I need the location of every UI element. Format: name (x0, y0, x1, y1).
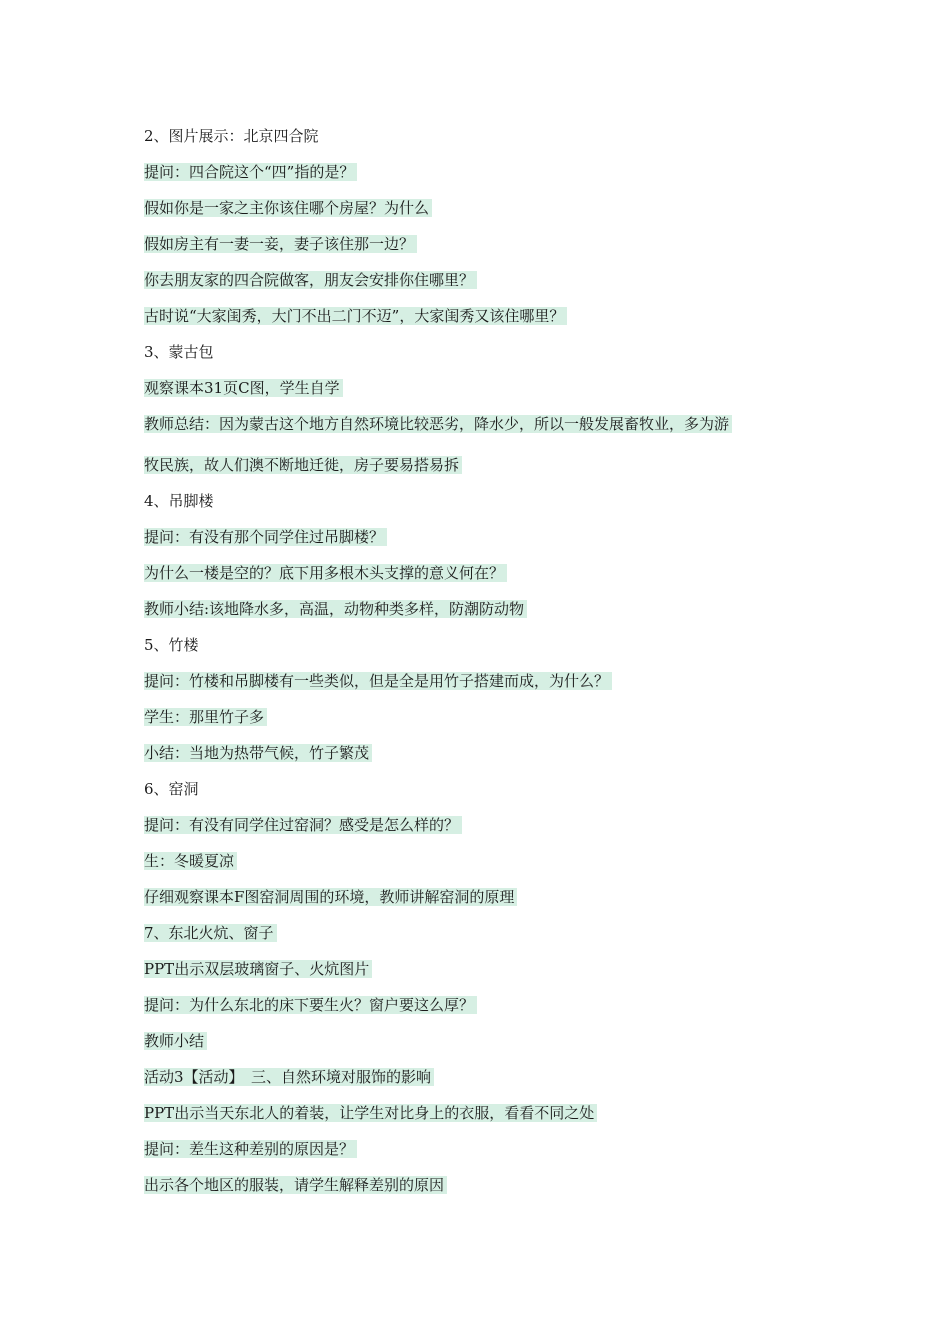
text-line (144, 635, 199, 655)
line-text: PPT出示当天东北人的着装，让学生对比身上的衣服，看看不同之处 (144, 1104, 597, 1122)
line-text: 教师小结 (144, 1032, 207, 1050)
text-line (144, 743, 372, 763)
text-line (144, 414, 732, 434)
line-text: 古时说“大家闺秀，大门不出二门不迈”，大家闺秀又该住哪里？ (144, 307, 567, 325)
line-text: 2、图片展示：北京四合院 (144, 127, 319, 145)
text-line (144, 959, 372, 979)
text-line (144, 779, 199, 799)
line-text: 假如你是一家之主你该住哪个房屋？为什么 (144, 199, 432, 217)
text-line (144, 707, 267, 727)
text-line (144, 342, 214, 362)
line-text: 提问：有没有同学住过窑洞？感受是怎么样的？ (144, 816, 462, 834)
text-line (144, 270, 477, 290)
line-text: 教师总结：因为蒙古这个地方自然环境比较恶劣，降水少，所以一般发展畜牧业，多为游 (144, 415, 732, 433)
text-line (144, 1175, 447, 1195)
text-line (144, 815, 462, 835)
line-text: 你去朋友家的四合院做客，朋友会安排你住哪里？ (144, 271, 477, 289)
line-text: 3、蒙古包 (144, 343, 214, 361)
text-line (144, 491, 214, 511)
line-text: 观察课本31页C图，学生自学 (144, 379, 343, 397)
text-line (144, 126, 319, 146)
text-line (144, 671, 612, 691)
line-text: 牧民族，故人们澳不断地迁徙，房子要易搭易拆 (144, 456, 462, 474)
line-text: 学生：那里竹子多 (144, 708, 267, 726)
text-line (144, 995, 477, 1015)
text-line (144, 1103, 597, 1123)
text-line (144, 234, 417, 254)
line-text: 提问：有没有那个同学住过吊脚楼？ (144, 528, 387, 546)
text-line (144, 887, 517, 907)
line-text: 出示各个地区的服装，请学生解释差别的原因 (144, 1176, 447, 1194)
text-line (144, 1031, 207, 1051)
text-line (144, 851, 237, 871)
line-text: 教师小结:该地降水多，高温，动物种类多样，防潮防动物 (144, 600, 527, 618)
text-line (144, 599, 527, 619)
line-text: 5、竹楼 (144, 636, 199, 654)
line-text: 4、吊脚楼 (144, 492, 214, 510)
text-line (144, 563, 507, 583)
line-text: 为什么一楼是空的？底下用多根木头支撑的意义何在？ (144, 564, 507, 582)
text-line (144, 306, 567, 326)
text-line (144, 198, 432, 218)
line-text: 仔细观察课本F图窑洞周围的环境，教师讲解窑洞的原理 (144, 888, 517, 906)
line-text: 6、窑洞 (144, 780, 199, 798)
text-line (144, 527, 387, 547)
text-line (144, 1139, 357, 1159)
text-line (144, 455, 462, 475)
text-line (144, 1067, 434, 1087)
line-text: 提问：为什么东北的床下要生火？窗户要这么厚？ (144, 996, 477, 1014)
line-text: 提问：差生这种差别的原因是？ (144, 1140, 357, 1158)
text-line (144, 378, 343, 398)
line-text: 小结：当地为热带气候，竹子繁茂 (144, 744, 372, 762)
line-text: 假如房主有一妻一妾，妻子该住那一边？ (144, 235, 417, 253)
text-line (144, 923, 277, 943)
line-text: 提问：竹楼和吊脚楼有一些类似，但是全是用竹子搭建而成，为什么？ (144, 672, 612, 690)
line-text: 7、东北火炕、窗子 (144, 924, 277, 942)
line-text: 生：冬暖夏凉 (144, 852, 237, 870)
line-text: PPT出示双层玻璃窗子、火炕图片 (144, 960, 372, 978)
text-line (144, 162, 357, 182)
line-text: 提问：四合院这个“四”指的是？ (144, 163, 357, 181)
line-text: 活动3【活动】 三、自然环境对服饰的影响 (144, 1068, 434, 1086)
